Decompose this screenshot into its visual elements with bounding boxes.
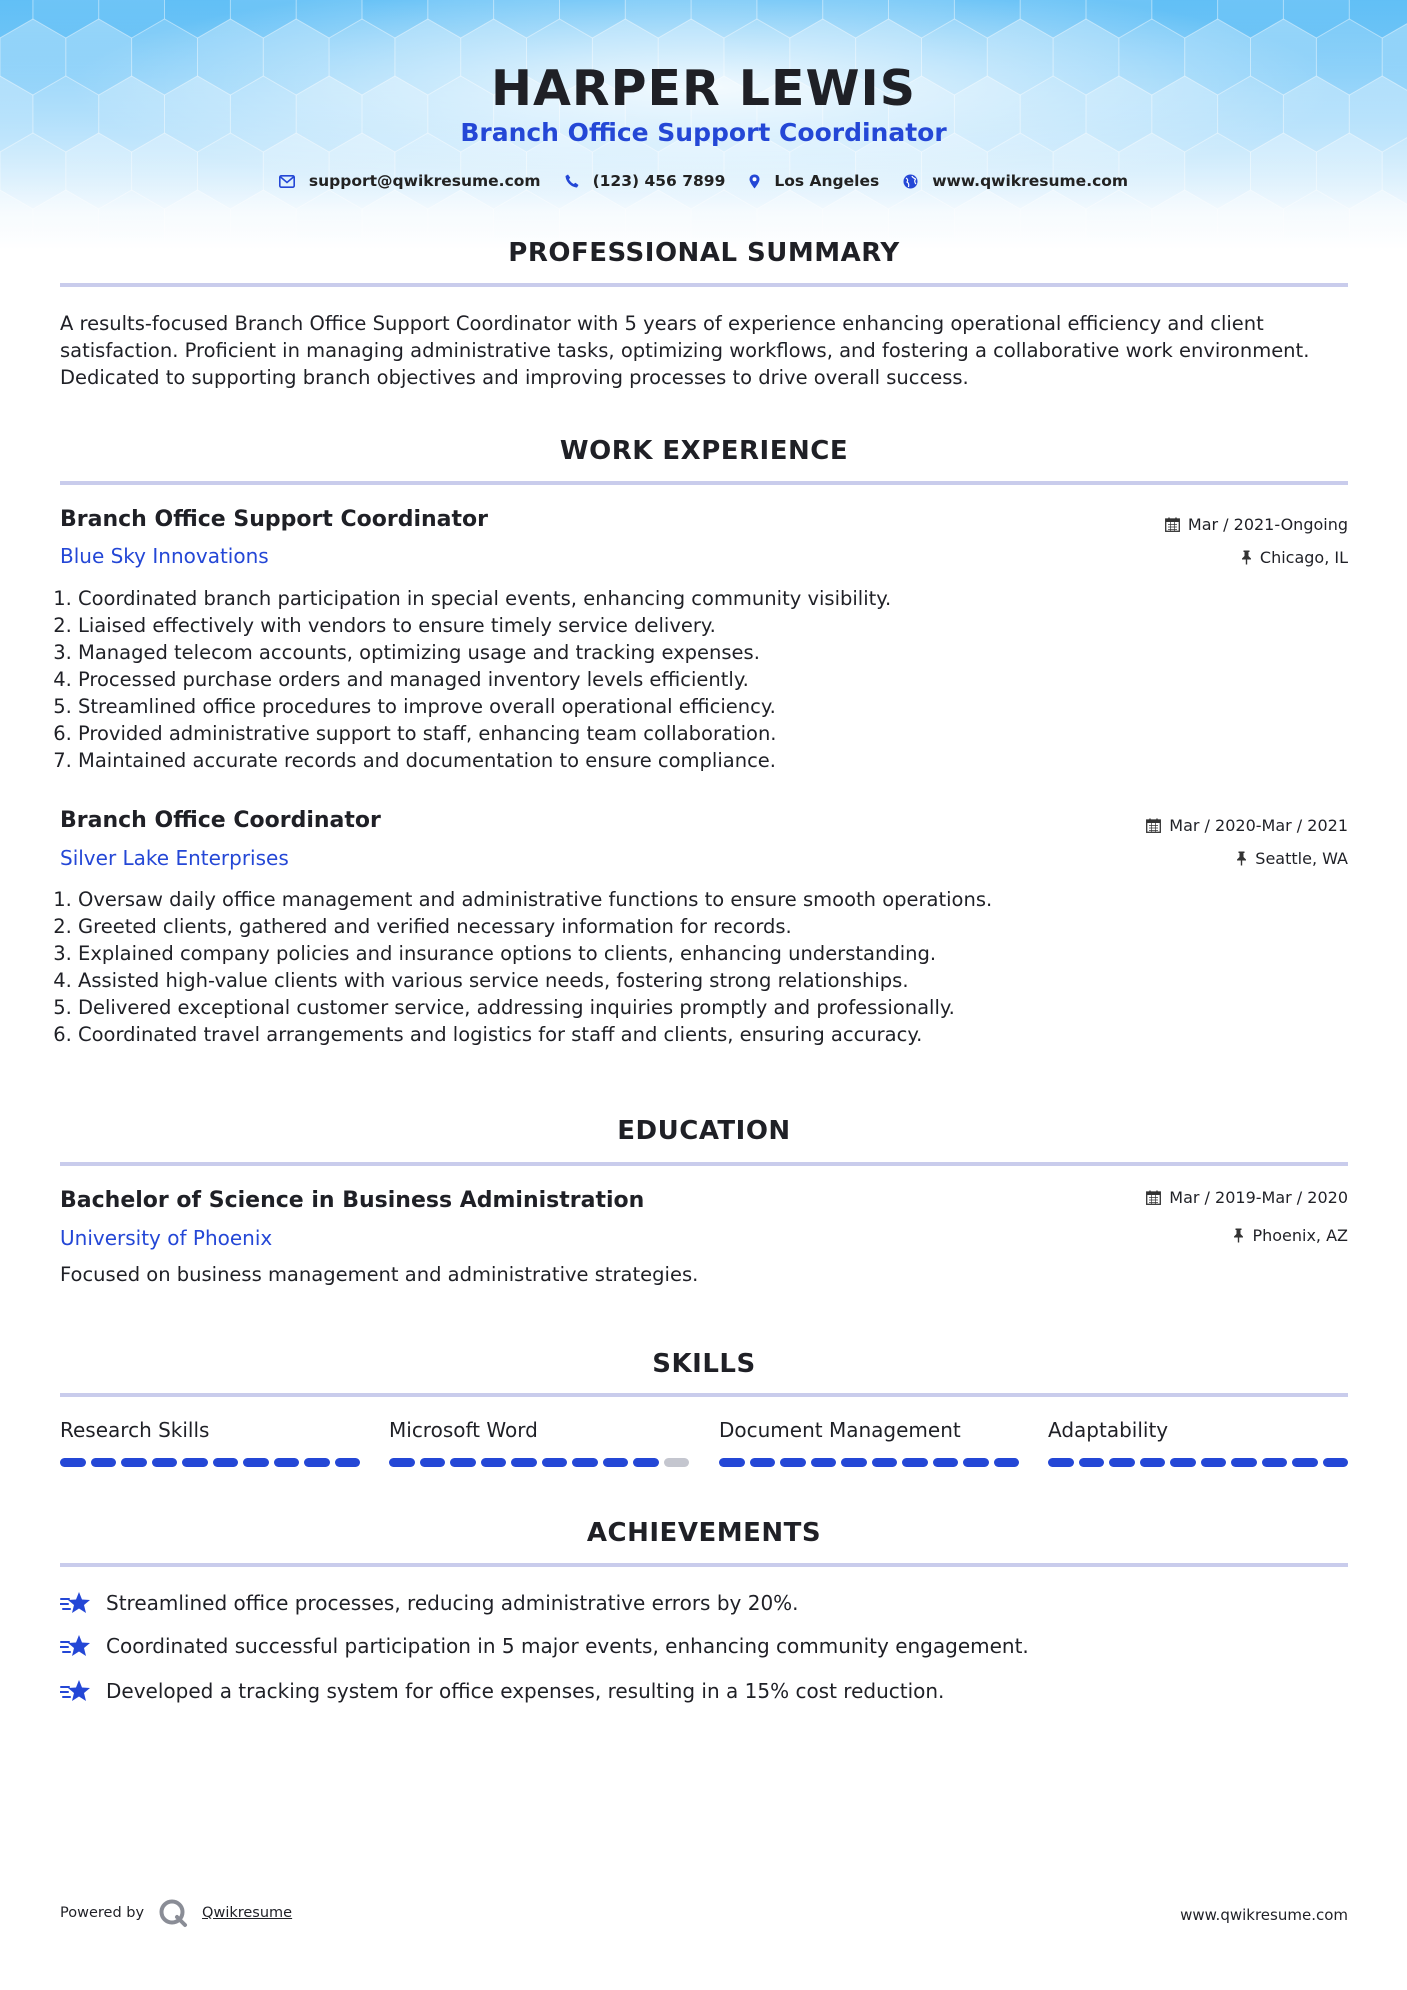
qwikresume-logo-icon [158, 1898, 188, 1928]
contact-website[interactable] [903, 172, 1128, 190]
skill-level-segment [91, 1458, 117, 1467]
experience-divider [60, 481, 1348, 485]
skill-level-segment [633, 1458, 659, 1467]
skill-level-segment [213, 1458, 239, 1467]
contact-location-text: Los Angeles [774, 172, 880, 190]
job-bullet: 6. Provided administrative support to staff, enhancing team collaboration. [78, 720, 1328, 747]
achievements-section-title: ACHIEVEMENTS [586, 1518, 822, 1548]
job-bullet: 1. Coordinated branch participation in special events, enhancing community visibility. [78, 585, 1328, 612]
skill-level-segment [603, 1458, 629, 1467]
map-pin-icon [749, 174, 760, 189]
skill-level-segment [1201, 1458, 1227, 1467]
job-dates [1165, 515, 1348, 534]
job-bullet: 3. Managed telecom accounts, optimizing usage and tracking expenses. [78, 639, 1328, 666]
job-bullet: 5. Streamlined office procedures to improve overall operational efficiency. [78, 693, 1328, 720]
experience-section-title: WORK EXPERIENCE [559, 436, 849, 466]
summary-section-title: PROFESSIONAL SUMMARY [508, 238, 900, 268]
candidate-role: Branch Office Support Coordinator [460, 118, 947, 147]
education-location [1233, 1226, 1348, 1245]
skill-level-segment [811, 1458, 837, 1467]
skill-level-segment [152, 1458, 178, 1467]
education-dates-text: Mar / 2019-Mar / 2020 [1169, 1188, 1348, 1207]
qwikresume-link[interactable]: Qwikresume [202, 1905, 293, 1921]
skill-level-segment [1292, 1458, 1318, 1467]
contact-email-text: support@qwikresume.com [308, 172, 541, 190]
skill-level-segment [274, 1458, 300, 1467]
calendar-icon [1146, 1190, 1161, 1205]
skill-level-segment [902, 1458, 928, 1467]
skill-level-segment [933, 1458, 959, 1467]
skill-level-segment [420, 1458, 446, 1467]
job-bullet: 1. Oversaw daily office management and administrative functions to ensure smooth operations. [78, 886, 1328, 913]
skills-section-title: SKILLS [652, 1349, 756, 1379]
skill-name: Microsoft Word [389, 1418, 538, 1442]
summary-divider [60, 283, 1348, 287]
star-achievement-icon [60, 1678, 94, 1704]
job-bullet: 7. Maintained accurate records and documentation to ensure compliance. [78, 747, 1328, 774]
skill-level-bar [719, 1458, 1019, 1467]
skill-level-segment [1231, 1458, 1257, 1467]
education-school: University of Phoenix [60, 1226, 273, 1250]
skill-level-segment [780, 1458, 806, 1467]
skill-level-segment [963, 1458, 989, 1467]
job-company: Silver Lake Enterprises [60, 846, 289, 870]
star-achievement-icon [60, 1590, 94, 1616]
job-title: Branch Office Support Coordinator [60, 507, 488, 532]
skill-level-segment [1079, 1458, 1105, 1467]
skill-level-segment [750, 1458, 776, 1467]
skill-level-segment [182, 1458, 208, 1467]
job-title: Branch Office Coordinator [60, 808, 381, 833]
skill-level-segment [664, 1458, 690, 1467]
skill-name: Document Management [719, 1418, 961, 1442]
summary-text: A results-focused Branch Office Support Coordinator with 5 years of experience enhancing operational efficiency and client satisfaction. Proficient in managing administrative tasks, optimizing workflows, and fostering a collaborative work environment. Dedicated to supporting branch objectives and improving processes to drive overall success. [60, 312, 1310, 389]
candidate-name: HARPER LEWIS [490, 60, 917, 117]
skills-divider [60, 1393, 1348, 1397]
job-location [1236, 849, 1348, 868]
contact-bar [0, 172, 1407, 190]
job-dates [1146, 816, 1348, 835]
contact-email[interactable] [279, 172, 541, 190]
job-bullet: 5. Delivered exceptional customer service, addressing inquiries promptly and professionally. [78, 994, 1328, 1021]
calendar-icon [1165, 517, 1180, 532]
skill-level-segment [1048, 1458, 1074, 1467]
footer-powered-by [60, 1898, 292, 1928]
job-location [1241, 548, 1348, 567]
skill-item [389, 1418, 689, 1467]
job-company: Blue Sky Innovations [60, 544, 269, 568]
skill-level-segment [304, 1458, 330, 1467]
skill-item [60, 1418, 360, 1467]
skill-level-segment [841, 1458, 867, 1467]
skill-level-segment [450, 1458, 476, 1467]
skill-level-bar [1048, 1458, 1348, 1467]
contact-website-text: www.qwikresume.com [932, 172, 1129, 190]
skill-level-segment [1170, 1458, 1196, 1467]
globe-icon [903, 174, 918, 189]
phone-icon [565, 174, 579, 188]
skill-level-segment [60, 1458, 86, 1467]
achievement-item [60, 1678, 944, 1704]
achievement-item [60, 1633, 1029, 1659]
job-dates-text: Mar / 2020-Mar / 2021 [1169, 816, 1348, 835]
achievements-divider [60, 1563, 1348, 1567]
footer-website[interactable]: www.qwikresume.com [1180, 1906, 1348, 1924]
job-bullet: 3. Explained company policies and insurance options to clients, enhancing understanding. [78, 940, 1328, 967]
job-bullet: 2. Liaised effectively with vendors to ensure timely service delivery. [78, 612, 1328, 639]
skill-item [719, 1418, 1019, 1467]
skill-level-bar [389, 1458, 689, 1467]
skill-level-bar [60, 1458, 360, 1467]
education-divider [60, 1162, 1348, 1166]
job-bullet: 4. Processed purchase orders and managed inventory levels efficiently. [78, 666, 1328, 693]
job-bullets [44, 886, 1328, 1048]
pushpin-icon [1233, 1228, 1244, 1243]
skill-level-segment [1262, 1458, 1288, 1467]
powered-by-label: Powered by [60, 1905, 145, 1921]
skill-name: Research Skills [60, 1418, 210, 1442]
education-dates [1146, 1188, 1348, 1207]
pushpin-icon [1241, 550, 1252, 565]
education-description: Focused on business management and administrative strategies. [60, 1263, 699, 1286]
job-bullet: 2. Greeted clients, gathered and verified necessary information for records. [78, 913, 1328, 940]
skill-level-segment [1109, 1458, 1135, 1467]
education-section-title: EDUCATION [617, 1116, 791, 1146]
job-bullet: 4. Assisted high-value clients with various service needs, fostering strong relationships. [78, 967, 1328, 994]
job-bullets [44, 585, 1328, 774]
skill-level-segment [994, 1458, 1020, 1467]
job-dates-text: Mar / 2021-Ongoing [1187, 515, 1348, 534]
envelope-icon [279, 175, 295, 188]
skill-level-segment [121, 1458, 147, 1467]
achievement-text: Streamlined office processes, reducing administrative errors by 20%. [106, 1591, 799, 1615]
calendar-icon [1146, 818, 1161, 833]
skill-level-segment [542, 1458, 568, 1467]
education-location-text: Phoenix, AZ [1252, 1226, 1348, 1245]
contact-phone[interactable] [565, 172, 726, 190]
skill-level-segment [481, 1458, 507, 1467]
job-location-text: Seattle, WA [1255, 849, 1348, 868]
contact-phone-text: (123) 456 7899 [592, 172, 726, 190]
pushpin-icon [1236, 851, 1247, 866]
skill-level-segment [1140, 1458, 1166, 1467]
skill-level-segment [572, 1458, 598, 1467]
skill-level-segment [335, 1458, 361, 1467]
education-degree: Bachelor of Science in Business Administration [60, 1188, 645, 1213]
skill-level-segment [719, 1458, 745, 1467]
star-achievement-icon [60, 1633, 94, 1659]
skill-level-segment [872, 1458, 898, 1467]
achievement-text: Developed a tracking system for office expenses, resulting in a 15% cost reduction. [106, 1679, 945, 1703]
job-location-text: Chicago, IL [1259, 548, 1348, 567]
achievement-text: Coordinated successful participation in 5 major events, enhancing community engagement. [106, 1634, 1029, 1658]
contact-location [749, 172, 879, 190]
skill-level-segment [511, 1458, 537, 1467]
job-bullet: 6. Coordinated travel arrangements and logistics for staff and clients, ensuring accuracy. [78, 1021, 1328, 1048]
skill-name: Adaptability [1048, 1418, 1169, 1442]
skill-level-segment [243, 1458, 269, 1467]
skill-level-segment [389, 1458, 415, 1467]
skill-item [1048, 1418, 1348, 1467]
skill-level-segment [1323, 1458, 1349, 1467]
achievement-item [60, 1590, 799, 1616]
